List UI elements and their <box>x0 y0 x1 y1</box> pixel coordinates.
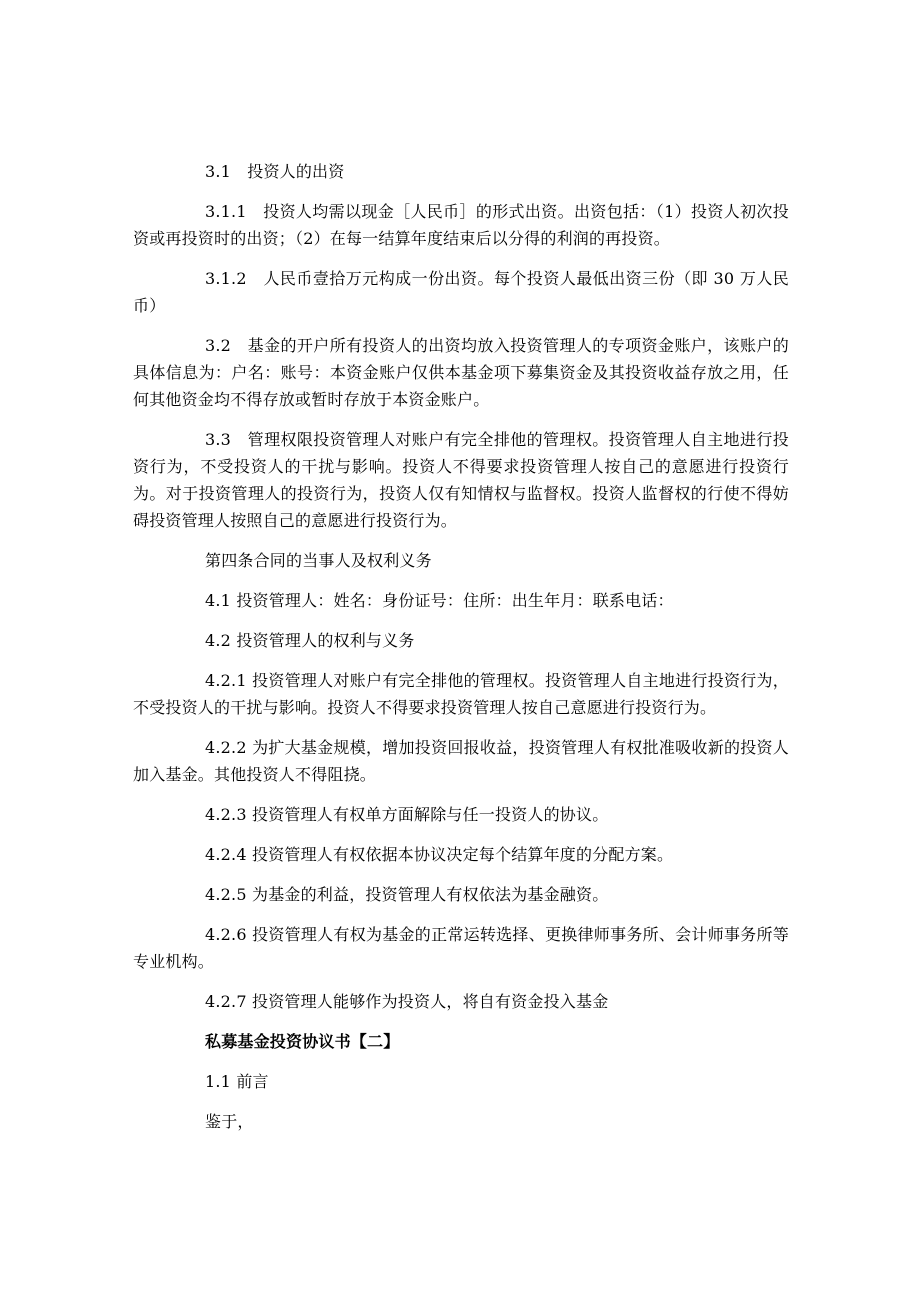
clause-4-2-4: 4.2.4 投资管理人有权依据本协议决定每个结算年度的分配方案。 <box>205 845 674 864</box>
clause-3-1-1: 3.1.1 投资人均需以现金［人民币］的形式出资。出资包括：（1）投资人初次投资或再投资时的出资；（2）在每一结算年度结束后以分得的利润的再投资。 <box>133 202 789 248</box>
whereas-line: 鉴于， <box>205 1112 254 1131</box>
clause-3-2: 3.2 基金的开户所有投资人的出资均放入投资管理人的专项资金账户，该账户的具体信息为：户名：账号：本资金账户仅供本基金项下募集资金及其投资收益存放之用，任何其他资金均不得存放或暂时存放于本资金账户。 <box>133 336 789 409</box>
section-1-1-preface: 1.1 前言 <box>205 1072 269 1091</box>
document-body <box>133 158 789 1148</box>
clause-4-2-2: 4.2.2 为扩大基金规模，增加投资回报收益，投资管理人有权批准吸收新的投资人加入基金。其他投资人不得阻挠。 <box>133 738 789 784</box>
clause-4-1: 4.1 投资管理人：姓名：身份证号：住所：出生年月：联系电话： <box>205 591 674 610</box>
agreement-two-title: 私募基金投资协议书【二】 <box>205 1032 400 1051</box>
clause-4-2-5: 4.2.5 为基金的利益，投资管理人有权依法为基金融资。 <box>205 885 609 904</box>
section-3-1-heading: 3.1 投资人的出资 <box>205 162 345 181</box>
clause-4-2: 4.2 投资管理人的权利与义务 <box>205 631 415 650</box>
clause-4-2-7: 4.2.7 投资管理人能够作为投资人，将自有资金投入基金 <box>205 992 609 1011</box>
article-4-heading: 第四条合同的当事人及权利义务 <box>205 551 432 570</box>
clause-4-2-6: 4.2.6 投资管理人有权为基金的正常运转选择、更换律师事务所、会计师事务所等专业机构。 <box>133 925 789 971</box>
clause-3-1-2: 3.1.2 人民币壹拾万元构成一份出资。每个投资人最低出资三份（即 30 万人民币） <box>133 269 789 315</box>
clause-3-3: 3.3 管理权限投资管理人对账户有完全排他的管理权。投资管理人自主地进行投资行为，不受投资人的干扰与影响。投资人不得要求投资管理人按自己的意愿进行投资行为。对于投资管理人的投资行为，投资人仅有知情权与监督权。投资人监督权的行使不得妨碍投资管理人按照自己的意愿进行投资行为。 <box>133 430 789 530</box>
clause-4-2-1: 4.2.1 投资管理人对账户有完全排他的管理权。投资管理人自主地进行投资行为，不受投资人的干扰与影响。投资人不得要求投资管理人按自己意愿进行投资行为。 <box>133 671 789 717</box>
clause-4-2-3: 4.2.3 投资管理人有权单方面解除与任一投资人的协议。 <box>205 805 609 824</box>
